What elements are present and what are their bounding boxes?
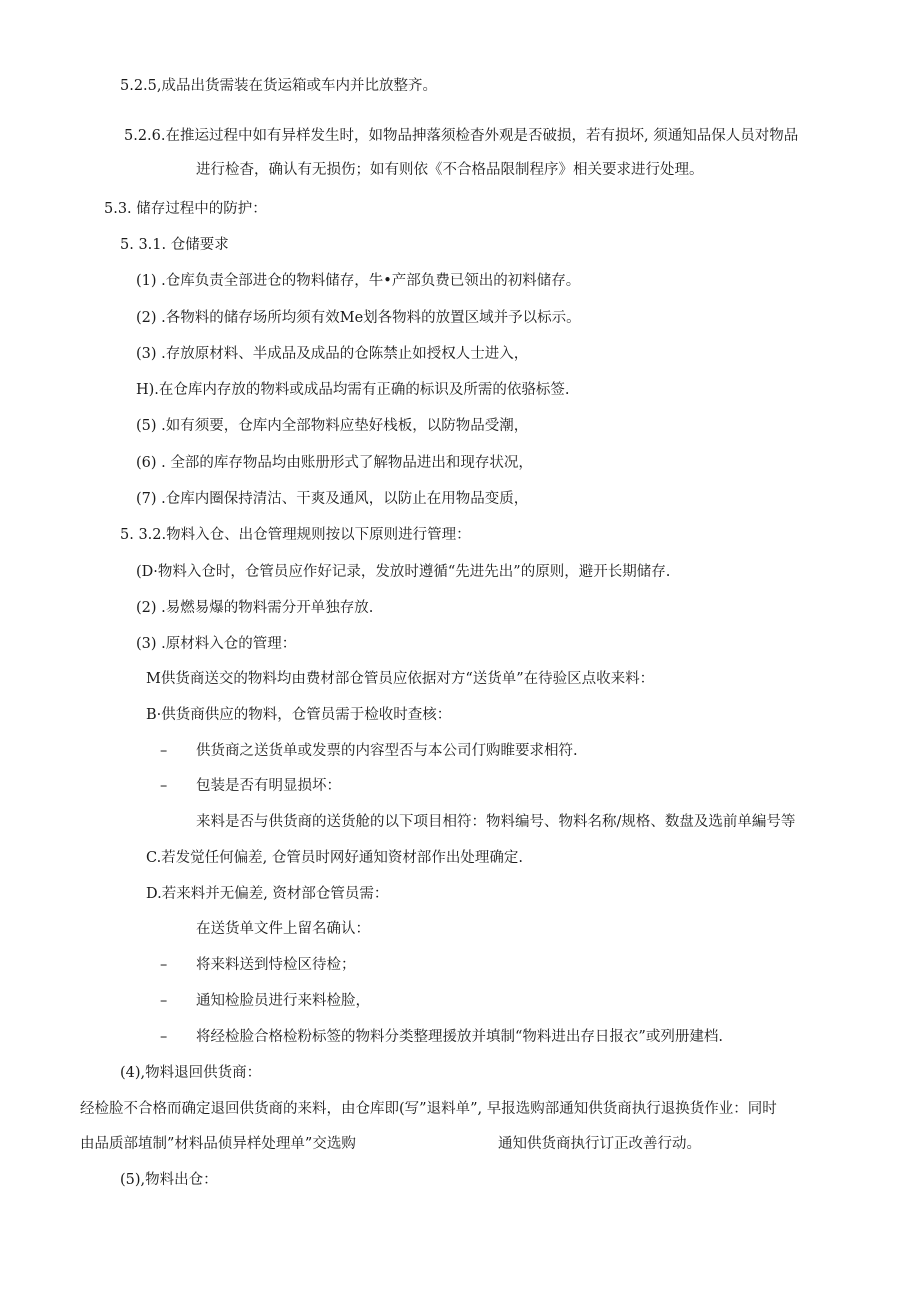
bullet-text: 供货商之送货单或发票的内容型否与本公司仃购睢要求相符. <box>196 743 578 759</box>
section-heading: 5.3. 储存过程中的防护： <box>104 201 267 217</box>
bullet-text: 来料是否与供货商的送货舱的以下项目相符：物料编号、物料名称/规格、数盘及选前单編号等 <box>196 814 796 830</box>
list-item: (5),物料出仓： <box>120 1172 218 1188</box>
paragraph-line: 通知供货商执行订正改善行动。 <box>498 1136 701 1152</box>
list-item: C.若发觉任何偏差, 仓管员时网好通知资材部作出处理确定. <box>146 850 524 866</box>
text-line: 5.2.6.在推运过程中如有异样发生时，如物品抻落须检杳外观是否破损，若有损坏, 须通知品保人员对物品 <box>124 128 799 144</box>
text-line: 5.2.5,成品出货需装在货运箱或车内并比放整齐。 <box>120 78 438 94</box>
text-line: 进行检杳，确认有无损伤；如有则依《不合格品限制程序》相关要求进行处理。 <box>196 162 704 178</box>
bullet-text: 包装是否有明显损坏： <box>196 778 341 794</box>
subsection-heading: 5. 3.1. 仓储要求 <box>120 237 229 253</box>
list-item: (3) .存放原材料、半成品及成品的仓陈禁止如授权人士进入， <box>136 346 529 362</box>
list-item: (6) . 全部的库存物品均由账册形式了解物品进出和现存状况， <box>136 455 533 471</box>
bullet-text: 将经检脸合格检粉标签的物料分类整理援放并填制“物料进出存日报衣”或列册建档. <box>196 1029 723 1045</box>
list-item: (2) .易燃易爆的物料需分开单独存放. <box>136 600 374 616</box>
list-item: (7) .仓库内圈保持清沽、干爽及通风，以防止在用物品变质， <box>136 491 529 507</box>
list-item: D.若来料并无偏差, 资材部仓管员需： <box>146 886 389 902</box>
dash-bullet: – <box>160 778 168 794</box>
dash-bullet: – <box>160 1029 168 1045</box>
list-item: (5) .如有须要，仓库内全部物料应垫好栈板，以防物品受潮， <box>136 418 529 434</box>
dash-bullet: – <box>160 993 168 1009</box>
list-item: (2) .各物料的储存场所均须有效Me划各物料的放置区域并予以标示。 <box>136 310 581 326</box>
list-item: (3) .原材料入仓的管理： <box>136 636 297 652</box>
list-item: (1) .仓库负责全部进仓的物料储存，牛•产部负费已领出的初料储存。 <box>136 273 581 289</box>
list-item: M供货商送交的物料均由费材部仓管员应依据对方“送货单”在待验区点收来料： <box>146 671 655 687</box>
paragraph-line: 由品质部埴制”材料品侦异样处理单”交选购 <box>80 1136 356 1152</box>
list-item: B·供货商供应的物料，仓管员需于检收时查核： <box>146 707 452 723</box>
dash-bullet: – <box>160 957 168 973</box>
list-item: (4),物料退回供货商： <box>120 1065 262 1081</box>
bullet-text: 通知检脸员进行来料检脸， <box>196 993 370 1009</box>
list-item: H).在仓库内存放的物料或成品均需有正确的标识及所需的依骆标签. <box>136 382 570 398</box>
list-item: (D·物料入仓时，仓管员应作好记录，发放时遵循“先进先出”的原则，避开长期储存. <box>136 564 671 580</box>
bullet-text: 将来料送到恃检区待检； <box>196 957 356 973</box>
paragraph-line: 经检脸不合格而确定退回供货商的来料，由仓库即(写”退料单”, 早报选购部通知供货商执行退换货作业：同时 <box>80 1101 777 1117</box>
dash-bullet: – <box>160 743 168 759</box>
subsection-heading: 5. 3.2.物料入仓、出仓管理规则按以下原则进行管理： <box>120 527 471 543</box>
bullet-text: 在送货单文件上留名确认： <box>196 921 370 937</box>
